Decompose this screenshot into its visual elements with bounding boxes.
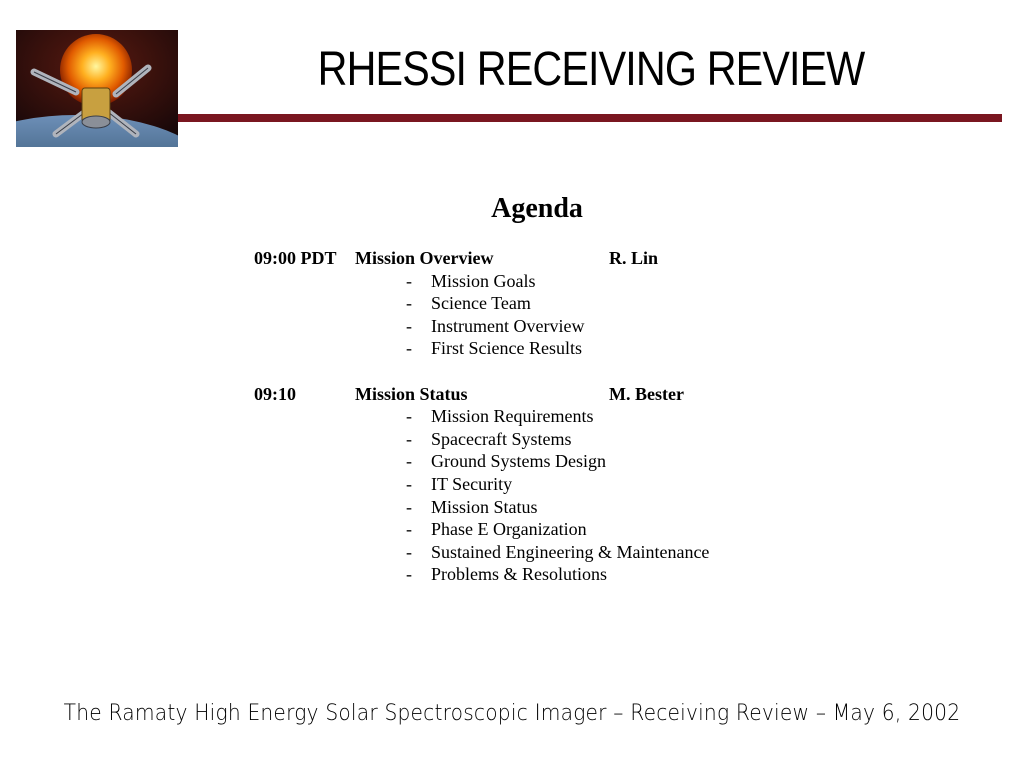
title-divider	[178, 114, 1002, 122]
agenda-heading: Agenda	[491, 193, 583, 224]
agenda-item-label: IT Security	[431, 473, 513, 494]
agenda-item-label: Mission Goals	[431, 270, 536, 291]
bullet-dash: -	[406, 406, 412, 427]
agenda-item-label: Instrument Overview	[431, 315, 585, 336]
bullet-dash: -	[406, 293, 412, 314]
agenda-time: 09:00 PDT	[254, 248, 337, 268]
bullet-dash: -	[406, 541, 412, 562]
agenda-presenter: M. Bester	[609, 383, 684, 404]
agenda-presenter: R. Lin	[609, 248, 659, 268]
agenda-item-label: First Science Results	[431, 338, 582, 359]
agenda-item-label: Mission Status	[431, 496, 538, 517]
agenda-item-label: Spacecraft Systems	[431, 428, 572, 449]
footer-caption: The Ramaty High Energy Solar Spectroscopic Imager – Receiving Review – May 6, 2002	[63, 701, 961, 726]
agenda-time: 09:10	[254, 383, 296, 404]
bullet-dash: -	[406, 564, 412, 585]
agenda-topic: Mission Overview	[355, 248, 494, 268]
bullet-dash: -	[406, 315, 412, 336]
agenda-item-label: Phase E Organization	[431, 519, 587, 540]
bullet-dash: -	[406, 338, 412, 359]
page-title: RHESSI RECEIVING REVIEW	[317, 43, 865, 96]
agenda-topic: Mission Status	[355, 383, 468, 404]
agenda-item-label: Sustained Engineering & Maintenance	[431, 541, 710, 562]
bullet-dash: -	[406, 270, 412, 291]
bullet-dash: -	[406, 496, 412, 517]
agenda-item-label: Mission Requirements	[431, 406, 594, 427]
bullet-dash: -	[406, 428, 412, 449]
agenda-item-label: Ground Systems Design	[431, 451, 606, 472]
bullet-dash: -	[406, 473, 412, 494]
agenda-item-label: Science Team	[431, 293, 531, 314]
rhessi-logo-image	[16, 30, 178, 147]
bullet-dash: -	[406, 451, 412, 472]
agenda-item-label: Problems & Resolutions	[431, 564, 608, 585]
bullet-dash: -	[406, 519, 412, 540]
